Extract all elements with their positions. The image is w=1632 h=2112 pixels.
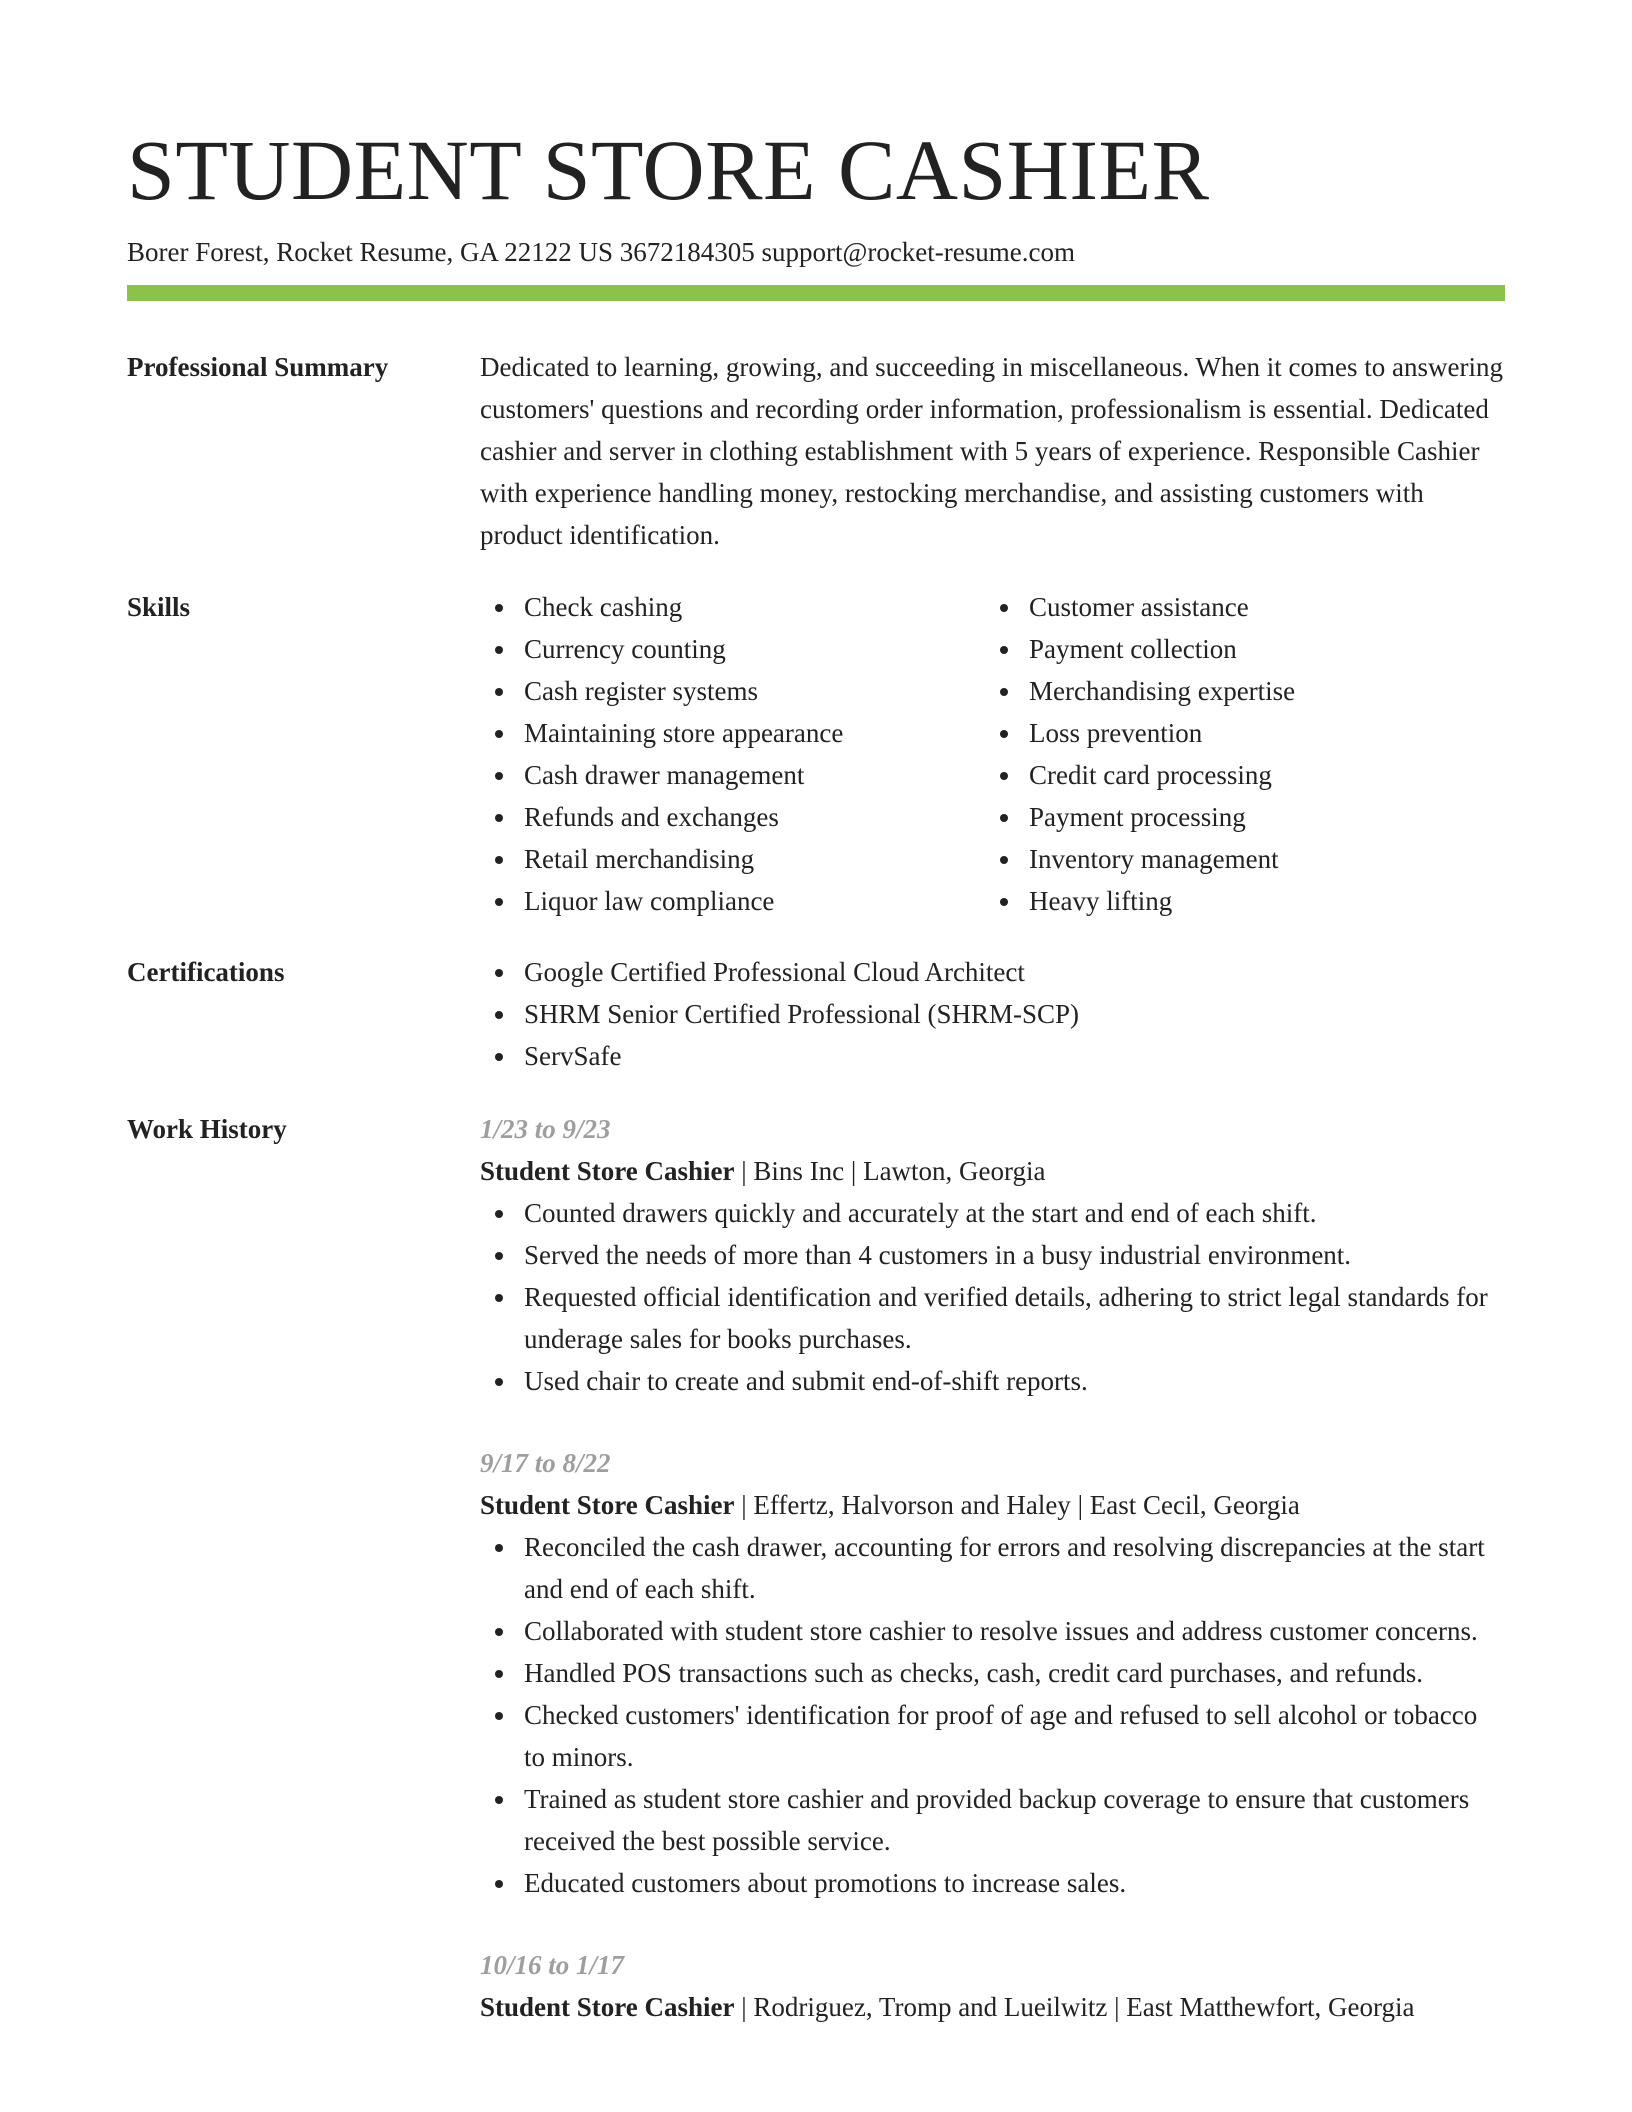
job-dates: 10/16 to 1/17: [480, 1950, 625, 1980]
job-duty-item: Counted drawers quickly and accurately at the start and end of each shift.: [480, 1192, 1505, 1234]
skill-item: Inventory management: [985, 838, 1490, 880]
job-separator: |: [1070, 1490, 1090, 1520]
skill-item: Payment collection: [985, 628, 1490, 670]
skill-item: Credit card processing: [985, 754, 1490, 796]
skills-grid: [480, 586, 1505, 922]
summary-heading: Professional Summary: [127, 352, 389, 382]
job-separator: |: [734, 1490, 754, 1520]
skill-item: Retail merchandising: [480, 838, 985, 880]
job-title: Student Store Cashier: [480, 1992, 735, 2022]
job-duties-list: [480, 1192, 1505, 1402]
job-dates: 9/17 to 8/22: [480, 1448, 611, 1478]
work-history-body: [480, 1108, 1505, 2068]
job-duty-item: Used chair to create and submit end-of-shift reports.: [480, 1360, 1505, 1402]
skills-column-right: [985, 586, 1490, 922]
certifications-list: [480, 951, 1505, 1077]
skill-item: Maintaining store appearance: [480, 712, 985, 754]
skill-item: Customer assistance: [985, 586, 1490, 628]
job-dates: 1/23 to 9/23: [480, 1114, 611, 1144]
job-location: Lawton, Georgia: [863, 1156, 1046, 1186]
job-entry: [480, 1108, 1505, 1402]
certification-item: SHRM Senior Certified Professional (SHRM-SCP): [480, 993, 1505, 1035]
skills-body: [480, 586, 1505, 922]
job-duty-item: Checked customers' identification for proof of age and refused to sell alcohol or tobacco to minors.: [480, 1694, 1505, 1778]
job-company: Rodriguez, Tromp and Lueilwitz: [753, 1992, 1108, 2022]
job-title: Student Store Cashier: [480, 1490, 735, 1520]
skill-item: Cash register systems: [480, 670, 985, 712]
skill-item: Merchandising expertise: [985, 670, 1490, 712]
skill-item: Loss prevention: [985, 712, 1490, 754]
job-entry: [480, 1944, 1505, 2028]
job-duty-item: Handled POS transactions such as checks, cash, credit card purchases, and refunds.: [480, 1652, 1505, 1694]
resume-header: [127, 118, 1505, 270]
job-duty-item: Educated customers about promotions to increase sales.: [480, 1862, 1505, 1904]
job-title-line: [480, 1150, 1505, 1192]
job-separator: |: [1107, 1992, 1127, 2022]
skill-item: Heavy lifting: [985, 880, 1490, 922]
summary-body: [480, 346, 1505, 556]
job-separator: |: [734, 1992, 754, 2022]
job-duties-list: [480, 1526, 1505, 1904]
skills-column-left: [480, 586, 985, 922]
skill-item: Refunds and exchanges: [480, 796, 985, 838]
job-entry: [480, 1442, 1505, 1904]
skill-item: Payment processing: [985, 796, 1490, 838]
certification-item: ServSafe: [480, 1035, 1505, 1077]
job-location: East Matthewfort, Georgia: [1126, 1992, 1415, 2022]
job-duty-item: Requested official identification and verified details, adhering to strict legal standards for underage sales for books purchases.: [480, 1276, 1505, 1360]
job-duty-item: Reconciled the cash drawer, accounting for errors and resolving discrepancies at the start and end of each shift.: [480, 1526, 1505, 1610]
job-duty-item: Trained as student store cashier and provided backup coverage to ensure that customers received the best possible service.: [480, 1778, 1505, 1862]
certification-item: Google Certified Professional Cloud Architect: [480, 951, 1505, 993]
job-separator: |: [734, 1156, 754, 1186]
job-company: Effertz, Halvorson and Haley: [753, 1490, 1071, 1520]
skill-item: Check cashing: [480, 586, 985, 628]
job-separator: |: [844, 1156, 864, 1186]
job-company: Bins Inc: [753, 1156, 845, 1186]
job-title-line: [480, 1484, 1505, 1526]
header-divider: [127, 285, 1505, 301]
contact-line: Borer Forest, Rocket Resume, GA 22122 US 3672184305 support@rocket-resume.com: [127, 237, 1075, 267]
skill-item: Liquor law compliance: [480, 880, 985, 922]
skill-item: Cash drawer management: [480, 754, 985, 796]
work-history-heading: Work History: [127, 1114, 287, 1144]
job-title-line: [480, 1986, 1505, 2028]
job-title: Student Store Cashier: [480, 1156, 735, 1186]
candidate-name: STUDENT STORE CASHIER: [127, 122, 1210, 218]
summary-text: Dedicated to learning, growing, and succeeding in miscellaneous. When it comes to answering customers' questions and recording order information, professionalism is essential. Dedicated cashier and server in clothing establishment with 5 years of experience. Responsible Cashier with experience handling money, restocking merchandise, and assisting customers with product identification.: [480, 352, 1503, 550]
job-location: East Cecil, Georgia: [1089, 1490, 1300, 1520]
job-duty-item: Collaborated with student store cashier to resolve issues and address customer concerns.: [480, 1610, 1505, 1652]
certifications-heading: Certifications: [127, 957, 285, 987]
skills-heading: Skills: [127, 592, 191, 622]
certifications-body: [480, 951, 1505, 1077]
skill-item: Currency counting: [480, 628, 985, 670]
job-duty-item: Served the needs of more than 4 customers in a busy industrial environment.: [480, 1234, 1505, 1276]
